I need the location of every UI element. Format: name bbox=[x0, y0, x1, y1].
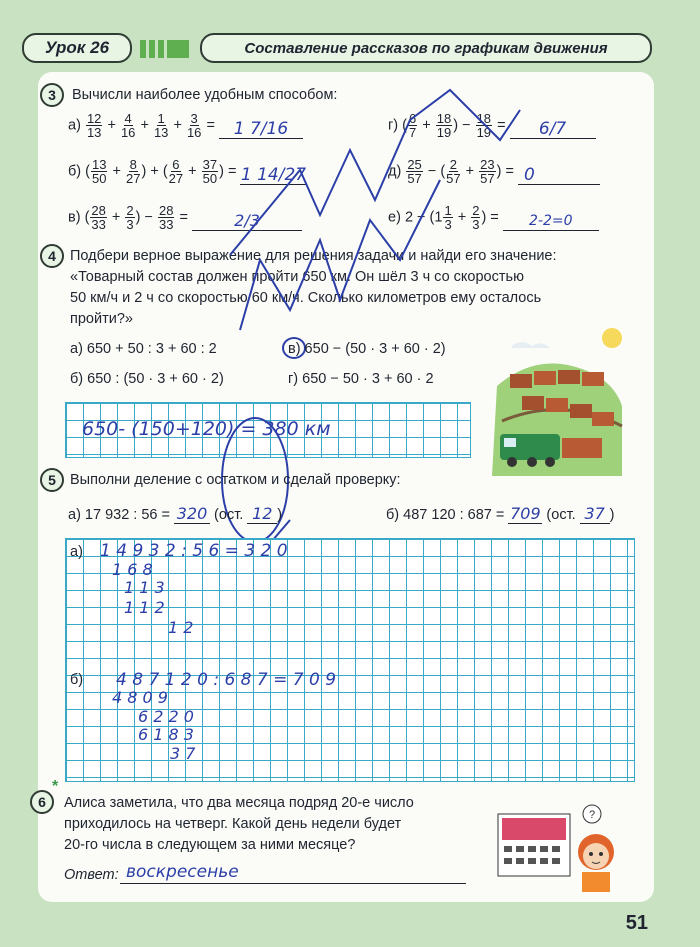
answer-b: 1 14/27 bbox=[240, 165, 307, 185]
task4-line4: пройти?» bbox=[70, 311, 133, 327]
frac: $\frac{1}{13}$ bbox=[153, 111, 169, 140]
grid-label-a: а) bbox=[70, 544, 83, 560]
task3-title: Вычисли наиболее удобным способом: bbox=[72, 87, 338, 103]
task4-handwritten-answer: 650- (150+120) = 380 км bbox=[82, 418, 331, 440]
task3-v: в) ( $\frac{28}{33}$ + $\frac{2}{3}$ ) − $\frac{28}{33}$ = 2/3 bbox=[68, 204, 302, 231]
task4-line2: «Товарный состав должен пройти 650 км. Он шёл 3 ч со скоростью bbox=[70, 269, 524, 285]
frac: $\frac{3}{16}$ bbox=[186, 111, 202, 140]
lesson-topic: Составление рассказов по графикам движения bbox=[200, 33, 652, 63]
task4-line3: 50 км/ч и 2 ч со скоростью 60 км/ч. Сколько километров ему осталось bbox=[70, 290, 542, 306]
remainder-b: 37 bbox=[580, 505, 610, 524]
work-a-line5: 1 2 bbox=[168, 618, 194, 637]
task3-g: г) ( $\frac{6}{7}$ + $\frac{18}{19}$ ) − $\frac{18}{19}$ = 6/7 bbox=[388, 112, 596, 139]
task-number-3: 3 bbox=[40, 83, 64, 107]
task-number-4: 4 bbox=[40, 244, 64, 268]
work-a-line2: 1 6 8 bbox=[112, 560, 153, 579]
svg-text:?: ? bbox=[589, 809, 596, 821]
answer-g: 6/7 bbox=[510, 120, 596, 139]
work-b-line2: 4 8 0 9 bbox=[112, 688, 168, 707]
task5-b: б) 487 120 : 687 = 709 (ост. 37 ) bbox=[386, 504, 615, 523]
girl-calendar-illustration bbox=[494, 800, 634, 892]
task-number-5: 5 bbox=[40, 468, 64, 492]
lesson-badge: Урок 26 bbox=[22, 33, 132, 63]
work-a-line3: 1 1 3 bbox=[124, 578, 165, 597]
task-number-6: 6 bbox=[30, 790, 54, 814]
answer-v: 2/3 bbox=[192, 212, 302, 231]
task4-option-g: г) 650 − 50 · 3 + 60 · 2 bbox=[288, 371, 434, 387]
page-number: 51 bbox=[625, 912, 648, 934]
frac: $\frac{4}{16}$ bbox=[120, 111, 136, 140]
task5-title: Выполни деление с остатком и сделай проверку: bbox=[70, 472, 401, 488]
work-b-line4: 6 1 8 3 bbox=[138, 725, 194, 744]
answer-d: 0 bbox=[518, 166, 600, 185]
task6-line3: 20-го числа в следующем за ними месяце? bbox=[64, 837, 356, 853]
remainder-a: 12 bbox=[247, 505, 277, 524]
work-a-line4: 1 1 2 bbox=[124, 598, 165, 617]
grid-label-b: б) bbox=[70, 672, 84, 688]
task4-option-v: в) 650 − (50 · 3 + 60 · 2) bbox=[288, 341, 446, 357]
frac: $\frac{12}{13}$ bbox=[86, 111, 102, 140]
answer-e: 2-2=0 bbox=[503, 212, 599, 231]
answer-a: 1 7/16 bbox=[219, 120, 303, 139]
work-b-line1: 4 8 7 1 2 0 : 6 8 7 = 7 0 9 bbox=[116, 670, 337, 690]
answer-label: Ответ: bbox=[64, 867, 119, 883]
task3-b: б) ( $\frac{13}{50}$ + $\frac{8}{27}$ ) + ( $\frac{6}{27}$ + $\frac{37}{50}$ ) = 1 14/27 bbox=[68, 157, 307, 186]
task6-line2: приходилось на четверг. Какой день недели будет bbox=[64, 816, 402, 832]
task5-a: а) 17 932 : 56 = 320 (ост. 12 ) bbox=[68, 504, 283, 523]
quotient-b: 709 bbox=[510, 504, 541, 523]
work-b-line3: 6 2 2 0 bbox=[138, 707, 194, 726]
task3-d: д) $\frac{25}{57}$ − ( $\frac{2}{57}$ + $\frac{23}{57}$ ) = 0 bbox=[388, 158, 600, 185]
task6-answer: воскресенье bbox=[120, 862, 466, 884]
task4-option-a: а) 650 + 50 : 3 + 60 : 2 bbox=[70, 341, 217, 357]
work-b-line5: 3 7 bbox=[170, 744, 196, 763]
task4-option-b: б) 650 : (50 · 3 + 60 · 2) bbox=[70, 371, 224, 387]
task6-line1: Алиса заметила, что два месяца подряд 20-е число bbox=[64, 795, 414, 811]
task3-a: а) $\frac{12}{13}$ + $\frac{4}{16}$ + $\frac{1}{13}$ + $\frac{3}{16}$ = 1 7/16 bbox=[68, 112, 303, 139]
task4-line1: Подбери верное выражение для решения задачи и найди его значение: bbox=[70, 248, 557, 264]
star-mark: * bbox=[52, 778, 59, 795]
label-a: а) bbox=[68, 117, 81, 134]
work-a-line1: 1 4 9 3 2 : 5 6 = 3 2 0 bbox=[100, 541, 288, 561]
calendar-icon bbox=[502, 818, 566, 840]
quotient-a: 320 bbox=[174, 505, 210, 524]
task3-e: е) 2 − (1 $\frac{1}{3}$ + $\frac{2}{3}$ ) = 2-2=0 bbox=[388, 204, 599, 231]
